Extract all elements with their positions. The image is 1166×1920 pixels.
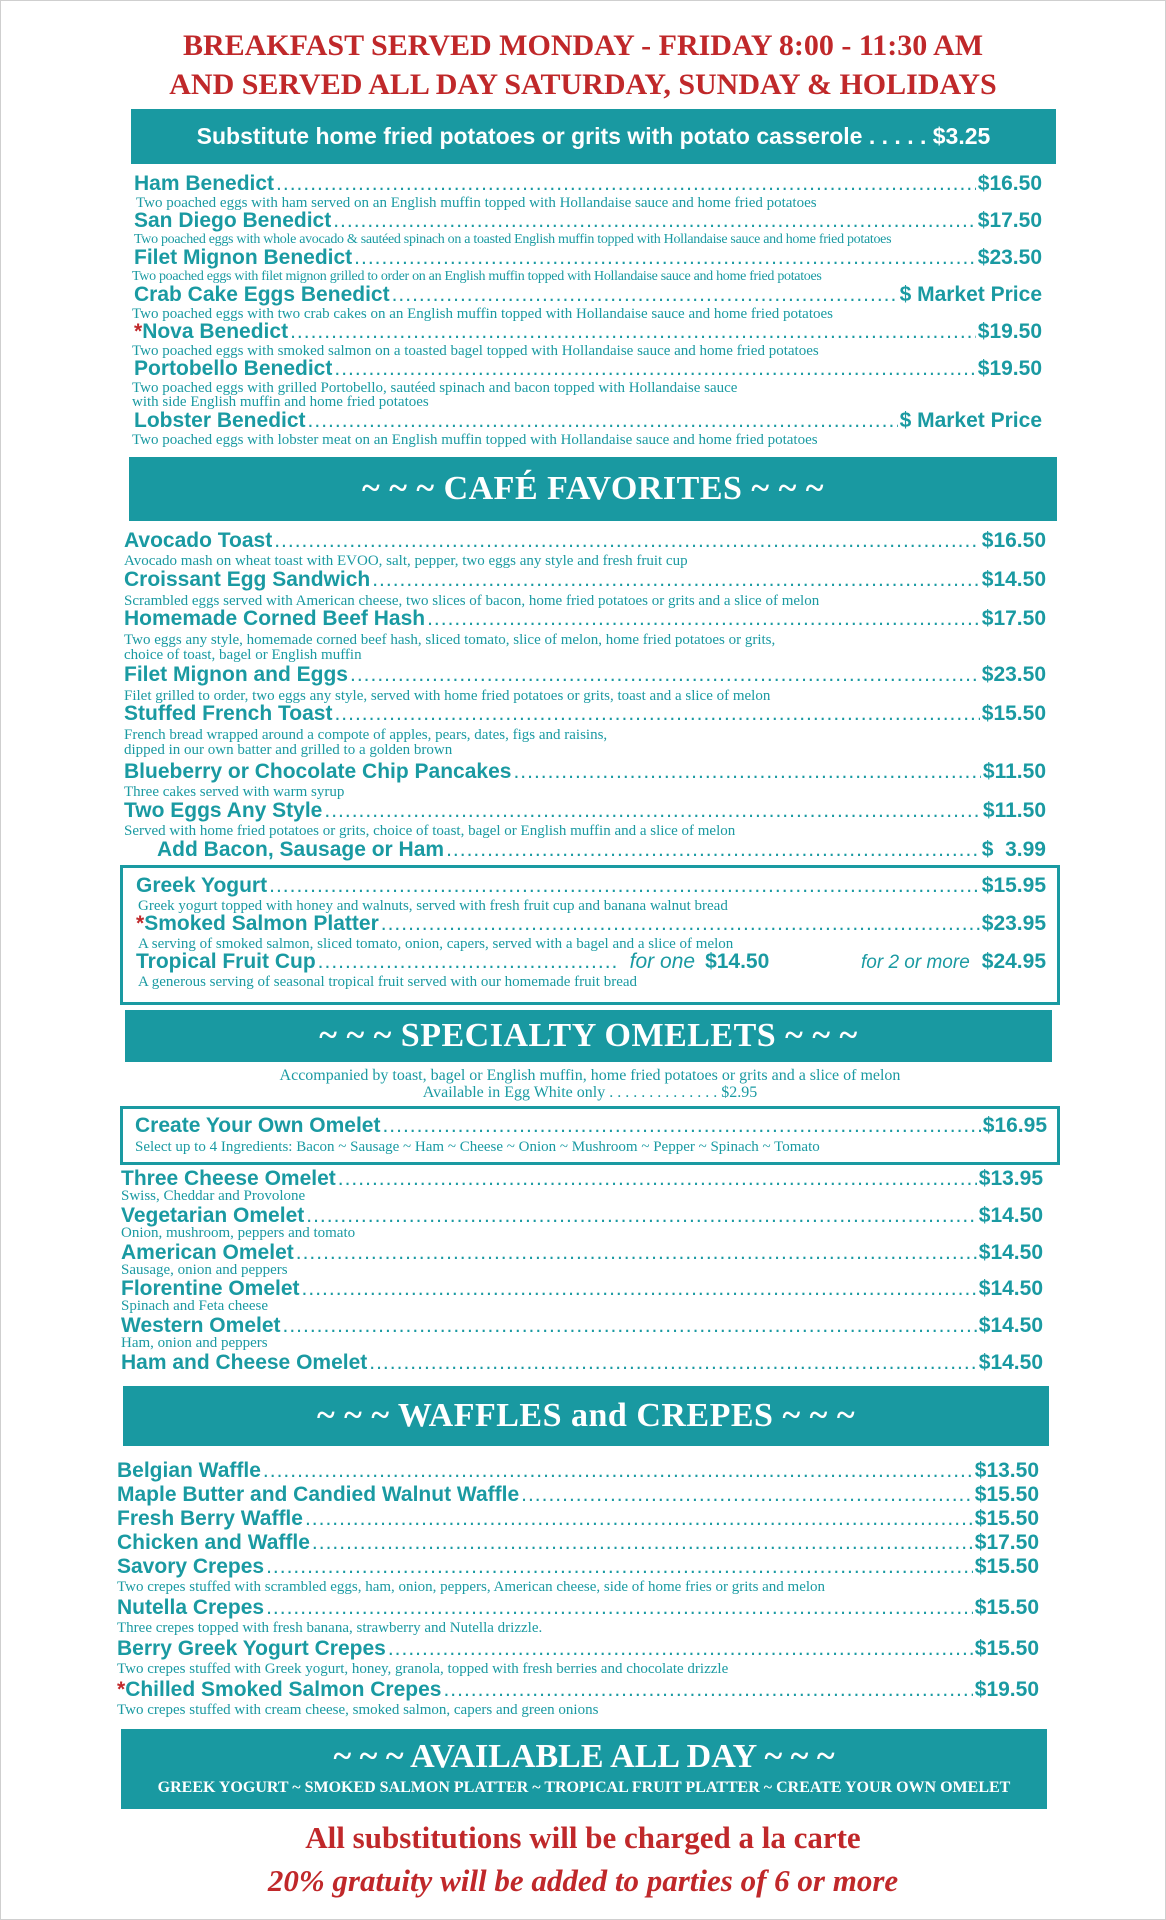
item-name: Belgian Waffle <box>117 1459 261 1482</box>
item-desc-cont: dipped in our own batter and grilled to a golden brown <box>124 742 453 758</box>
menu-item <box>136 912 1046 936</box>
item-name: Nutella Crepes <box>117 1596 265 1619</box>
item-price: $ Market Price <box>899 409 1042 432</box>
item-desc: Sausage, onion and peppers <box>121 1262 288 1278</box>
item-name: Florentine Omelet <box>121 1277 300 1300</box>
for-one-price: $14.50 <box>705 950 770 973</box>
menu-item <box>136 874 1046 898</box>
item-name: Crab Cake Eggs Benedict <box>134 283 390 306</box>
item-desc: Select up to 4 Ingredients: Bacon ~ Sausage ~ Ham ~ Cheese ~ Onion ~ Mushroom ~ Pepper ~ Spinach ~ Tomato <box>135 1139 820 1155</box>
item-price: $16.50 <box>977 172 1042 195</box>
menu-item <box>134 283 1042 307</box>
item-price: $19.50 <box>974 1678 1039 1701</box>
create-omelet-box <box>120 1106 1060 1165</box>
item-price: $11.50 <box>982 799 1046 822</box>
item-name: Tropical Fruit Cup <box>136 950 316 973</box>
item-desc: French bread wrapped around a compote of apples, pears, dates, figs and raisins, <box>124 727 608 743</box>
item-desc: Two poached eggs with grilled Portobello, sautéed spinach and bacon topped with Hollandaise sauce <box>132 380 738 396</box>
item-name: Berry Greek Yogurt Crepes <box>117 1637 386 1660</box>
menu-item <box>124 529 1046 553</box>
available-all-day-items: GREEK YOGURT ~ SMOKED SALMON PLATTER ~ TROPICAL FRUIT PLATTER ~ CREATE YOUR OWN OMELET <box>157 1779 1011 1796</box>
menu-item <box>117 1678 1039 1702</box>
item-desc: Three cakes served with warm syrup <box>124 784 345 800</box>
item-name: Smoked Salmon Platter <box>144 912 379 935</box>
item-name: Filet Mignon Benedict <box>134 246 353 269</box>
available-all-day-title: ~ ~ ~ AVAILABLE ALL DAY ~ ~ ~ <box>333 1738 835 1775</box>
item-desc: Served with home fried potatoes or grits, choice of toast, bagel or English muffin and a slice of melon <box>124 823 736 839</box>
section-banner-waffles-crepes: ~ ~ ~ WAFFLES and CREPES ~ ~ ~ <box>123 1386 1049 1446</box>
menu-item <box>134 209 1042 233</box>
raw-item-marker: * <box>136 912 145 935</box>
item-name: Filet Mignon and Eggs <box>124 663 348 686</box>
item-name: Maple Butter and Candied Walnut Waffle <box>117 1483 520 1506</box>
item-price: $16.95 <box>982 1114 1047 1137</box>
item-price: $14.50 <box>978 1204 1043 1227</box>
menu-item <box>134 172 1042 196</box>
menu-item <box>117 1531 1039 1555</box>
item-desc: Onion, mushroom, peppers and tomato <box>121 1225 356 1241</box>
hours-line-1: BREAKFAST SERVED MONDAY - FRIDAY 8:00 - 11:30 AM <box>182 29 984 62</box>
item-price: $16.50 <box>981 529 1046 552</box>
item-price: $ 3.99 <box>981 838 1046 861</box>
item-desc: A generous serving of seasonal tropical fruit served with our homemade fruit bread <box>138 974 638 990</box>
menu-item <box>117 1555 1039 1579</box>
item-name: Ham and Cheese Omelet <box>121 1351 368 1374</box>
item-desc: Two poached eggs with filet mignon grilled to order on an English muffin topped with Hollandaise sauce and home fried potatoes <box>132 269 822 284</box>
item-name: Vegetarian Omelet <box>121 1204 305 1227</box>
item-price: $15.50 <box>974 1483 1039 1506</box>
for-one-label: for one <box>629 950 696 973</box>
menu-item <box>134 246 1042 270</box>
item-desc: Two eggs any style, homemade corned beef hash, sliced tomato, slice of melon, home fried potatoes or grits, <box>124 632 776 648</box>
item-desc-cont: choice of toast, bagel or English muffin <box>124 647 362 663</box>
substitute-banner: Substitute home fried potatoes or grits with potato casserole . . . . . $3.25 <box>131 109 1056 164</box>
menu-item <box>117 1507 1039 1531</box>
item-desc: Two poached eggs with whole avocado & sautéed spinach on a toasted English muffin topped with Hollandaise sauce and home fried potatoes <box>134 232 892 247</box>
item-price: $23.50 <box>977 246 1042 269</box>
item-price: $15.50 <box>974 1637 1039 1660</box>
item-name: Fresh Berry Waffle <box>117 1507 303 1530</box>
item-name: Lobster Benedict <box>134 409 306 432</box>
omelets-note: Accompanied by toast, bagel or English muffin, home fried potatoes or grits and a slice of melon <box>279 1067 901 1084</box>
menu-item <box>117 1483 1039 1507</box>
item-name: American Omelet <box>121 1241 294 1264</box>
item-desc: Ham, onion and peppers <box>121 1335 268 1351</box>
featured-items-box <box>120 865 1060 1005</box>
item-name: Create Your Own Omelet <box>135 1114 381 1137</box>
item-name: Portobello Benedict <box>134 357 333 380</box>
menu-item <box>124 760 1046 784</box>
item-price: $13.50 <box>974 1459 1039 1482</box>
item-price: $23.50 <box>981 663 1046 686</box>
raw-item-marker: * <box>117 1678 126 1701</box>
item-desc: A serving of smoked salmon, sliced tomato, onion, capers, served with a bagel and a slice of melon <box>138 936 734 952</box>
item-name: Stuffed French Toast <box>124 702 333 725</box>
item-price: $14.50 <box>978 1314 1043 1337</box>
menu-item <box>136 950 1046 975</box>
menu-item <box>134 320 1042 344</box>
for-two-price: $24.95 <box>981 950 1046 973</box>
item-name: Three Cheese Omelet <box>121 1167 336 1190</box>
item-price: $17.50 <box>977 209 1042 232</box>
item-desc: Two poached eggs with two crab cakes on an English muffin topped with Hollandaise sauce and home fried potatoes <box>132 306 833 322</box>
menu-item <box>124 799 1046 823</box>
section-banner-cafe-favorites: ~ ~ ~ CAFÉ FAVORITES ~ ~ ~ <box>129 457 1057 521</box>
menu-item <box>134 409 1042 433</box>
item-name: Nova Benedict <box>142 320 289 343</box>
item-name: Greek Yogurt <box>136 874 268 897</box>
menu-item <box>117 1459 1039 1483</box>
item-desc: Two crepes stuffed with cream cheese, smoked salmon, capers and green onions <box>117 1702 599 1718</box>
item-name: Add Bacon, Sausage or Ham <box>157 838 445 861</box>
item-price: $14.50 <box>978 1241 1043 1264</box>
item-name: Croissant Egg Sandwich <box>124 568 371 591</box>
menu-item-addon <box>157 838 1046 862</box>
item-desc: Two poached eggs with ham served on an English muffin topped with Hollandaise sauce and home fried potatoes <box>136 195 817 211</box>
item-name: San Diego Benedict <box>134 209 332 232</box>
item-name: Savory Crepes <box>117 1555 265 1578</box>
item-desc: Avocado mash on wheat toast with EVOO, salt, pepper, two eggs any style and fresh fruit cup <box>124 553 688 569</box>
item-price: $15.50 <box>974 1507 1039 1530</box>
menu-item <box>117 1596 1039 1620</box>
hours-line-2: AND SERVED ALL DAY SATURDAY, SUNDAY & HOLIDAYS <box>169 68 997 101</box>
menu-item <box>124 663 1046 687</box>
item-desc-cont: with side English muffin and home fried potatoes <box>132 394 429 410</box>
raw-item-marker: * <box>134 320 143 343</box>
item-desc: Two poached eggs with smoked salmon on a toasted bagel topped with Hollandaise sauce and home fried potatoes <box>132 343 819 359</box>
menu-item <box>135 1114 1047 1138</box>
item-desc: Two poached eggs with lobster meat on an English muffin topped with Hollandaise sauce and home fried potatoes <box>132 432 818 448</box>
item-desc: Greek yogurt topped with honey and walnuts, served with fresh fruit cup and banana walnut bread <box>138 898 728 914</box>
item-desc: Filet grilled to order, two eggs any style, served with home fried potatoes or grits, toast and a slice of melon <box>124 688 771 704</box>
item-desc: Spinach and Feta cheese <box>121 1298 269 1314</box>
item-price: $14.50 <box>981 568 1046 591</box>
item-price: $ Market Price <box>899 283 1042 306</box>
item-price: $14.50 <box>978 1351 1043 1374</box>
item-name: Avocado Toast <box>124 529 273 552</box>
item-desc: Two crepes stuffed with scrambled eggs, ham, onion, peppers, American cheese, side of home fries or grits and melon <box>117 1579 826 1595</box>
item-name: Ham Benedict <box>134 172 275 195</box>
item-name: Chicken and Waffle <box>117 1531 310 1554</box>
section-banner-specialty-omelets: ~ ~ ~ SPECIALTY OMELETS ~ ~ ~ <box>125 1010 1052 1062</box>
item-name: Two Eggs Any Style <box>124 799 323 822</box>
item-price: $23.95 <box>981 912 1046 935</box>
item-price: $11.50 <box>982 760 1046 783</box>
menu-item <box>124 702 1046 726</box>
egg-white-note: Available in Egg White only . . . . . . . . . . . . . . $2.95 <box>422 1084 758 1101</box>
menu-item <box>121 1351 1043 1375</box>
item-price: $14.50 <box>978 1277 1043 1300</box>
menu-item <box>124 607 1046 631</box>
item-price: $19.50 <box>977 357 1042 380</box>
item-price: $13.95 <box>978 1167 1043 1190</box>
item-price: $15.50 <box>981 702 1046 725</box>
for-two-label: for 2 or more <box>861 952 970 973</box>
item-name: Chilled Smoked Salmon Crepes <box>125 1678 442 1701</box>
item-price: $15.95 <box>981 874 1046 897</box>
item-name: Homemade Corned Beef Hash <box>124 607 426 630</box>
item-price: $15.50 <box>974 1596 1039 1619</box>
menu-item <box>134 357 1042 381</box>
item-desc: Scrambled eggs served with American cheese, two slices of bacon, home fried potatoes or grits and a slice of melon <box>124 593 820 609</box>
item-name: Blueberry or Chocolate Chip Pancakes <box>124 760 512 783</box>
menu-item <box>117 1637 1039 1661</box>
item-price: $19.50 <box>977 320 1042 343</box>
item-price: $17.50 <box>974 1531 1039 1554</box>
substitutions-note: All substitutions will be charged a la carte <box>305 1820 861 1855</box>
item-name: Western Omelet <box>121 1314 281 1337</box>
item-price: $17.50 <box>981 607 1046 630</box>
gratuity-note: 20% gratuity will be added to parties of 6 or more <box>267 1863 899 1898</box>
available-all-day-banner <box>121 1729 1047 1809</box>
menu-item <box>124 568 1046 592</box>
item-desc: Three crepes topped with fresh banana, strawberry and Nutella drizzle. <box>117 1620 543 1636</box>
item-desc: Swiss, Cheddar and Provolone <box>121 1188 306 1204</box>
item-desc: Two crepes stuffed with Greek yogurt, honey, granola, topped with fresh berries and chocolate drizzle <box>117 1661 729 1677</box>
item-price: $15.50 <box>974 1555 1039 1578</box>
